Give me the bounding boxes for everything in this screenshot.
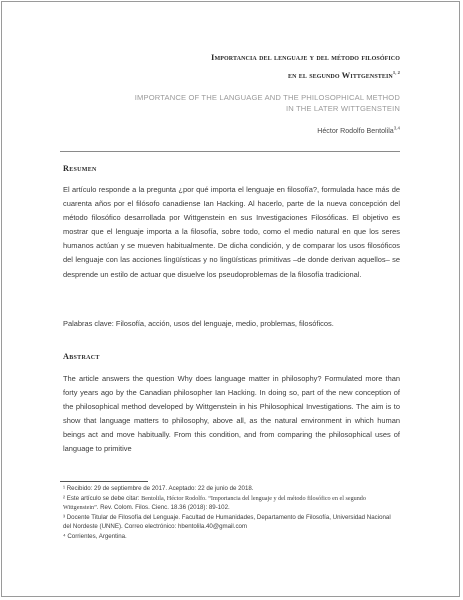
abstract-heading: Abstract xyxy=(63,352,100,361)
footnote-divider xyxy=(60,481,148,482)
title-english-line2: IN THE LATER WITTGENSTEIN xyxy=(285,104,400,113)
footnote-2 xyxy=(63,495,400,512)
title-spanish-line2 xyxy=(60,70,400,80)
footnote-1: ¹ Recibido: 29 de septiembre de 2017. Aceptado: 22 de junio de 2018. xyxy=(63,485,254,492)
section-divider xyxy=(60,151,400,152)
resumen-text: El artículo responde a la pregunta ¿por qué importa el lenguaje en filosofía?, formulada hace más de cuarenta años por el filósofo canadiense Ian Hacking. Al hacerlo, parte de la nueva concepción del método filosófico desarrollada por Wittgenstein en sus Investigaciones Filosóficas. El objetivo es mostrar que el lenguaje importa a la filosofía, sobre todo, como el medio natural en que los seres humanos actúan y se mueven habitualmente. De dicha condición, y de comparar los usos filosóficos del lenguaje con las acciones lingüísticas y no lingüísticas primitivas –de donde derivan aquellos– se desprende un estilo de actuar que disuelve los pseudoproblemas de la filosofía tradicional. xyxy=(63,185,400,279)
footnote-2-journal: Rev. Colom. Filos. Cienc. 18.36 (2018): 89-102. xyxy=(98,503,230,511)
keywords-line: Palabras clave: Filosofía, acción, usos del lenguaje, medio, problemas, filosóficos. xyxy=(63,319,334,328)
author-name: Héctor Rodolfo Bentolila xyxy=(317,127,394,135)
title-spanish-line1: Importancia del lenguaje y del método filosófico xyxy=(211,52,400,62)
footnote-4: ⁴ Corrientes, Argentina. xyxy=(63,533,127,540)
footnote-2-citation: Bentolila, Héctor Rodolfo. “Importancia del lenguaje y del método filosófico en el segundo Wittgenstein”. xyxy=(63,496,366,511)
resumen-heading: Resumen xyxy=(63,164,97,173)
title-spanish-line2-text: en el segundo Wittgenstein xyxy=(287,70,393,80)
title-footnote-marker: 1, 2 xyxy=(392,70,400,76)
title-english-line1: IMPORTANCE OF THE LANGUAGE AND THE PHILOSOPHICAL METHOD xyxy=(134,93,400,102)
author-footnote-marker: 3,4 xyxy=(393,125,400,131)
author-line xyxy=(200,127,400,135)
abstract-text: The article answers the question Why does language matter in philosophy? Formulated more than forty years ago by the Canadian philosopher Ian Hacking. In doing so, part of the new conception of the philosophical method developed by Wittgenstein in his Philosophical Investigations. The aim is to show that language matters to philosophy, above all, as the natural environment in which human beings act and move habitually. From this condition, and from comparing the philosophical uses of language to primitive xyxy=(63,374,400,454)
footnote-2-intro: ² Este artículo se debe citar: xyxy=(63,495,142,502)
footnote-3: ³ Docente Titular de Filosofía del Lenguaje. Facultad de Humanidades, Departamento de Filosofía, Universidad Nacional del Nordeste (UNNE). Correo electrónico: hbentolila.40@gmail.com xyxy=(63,514,391,530)
